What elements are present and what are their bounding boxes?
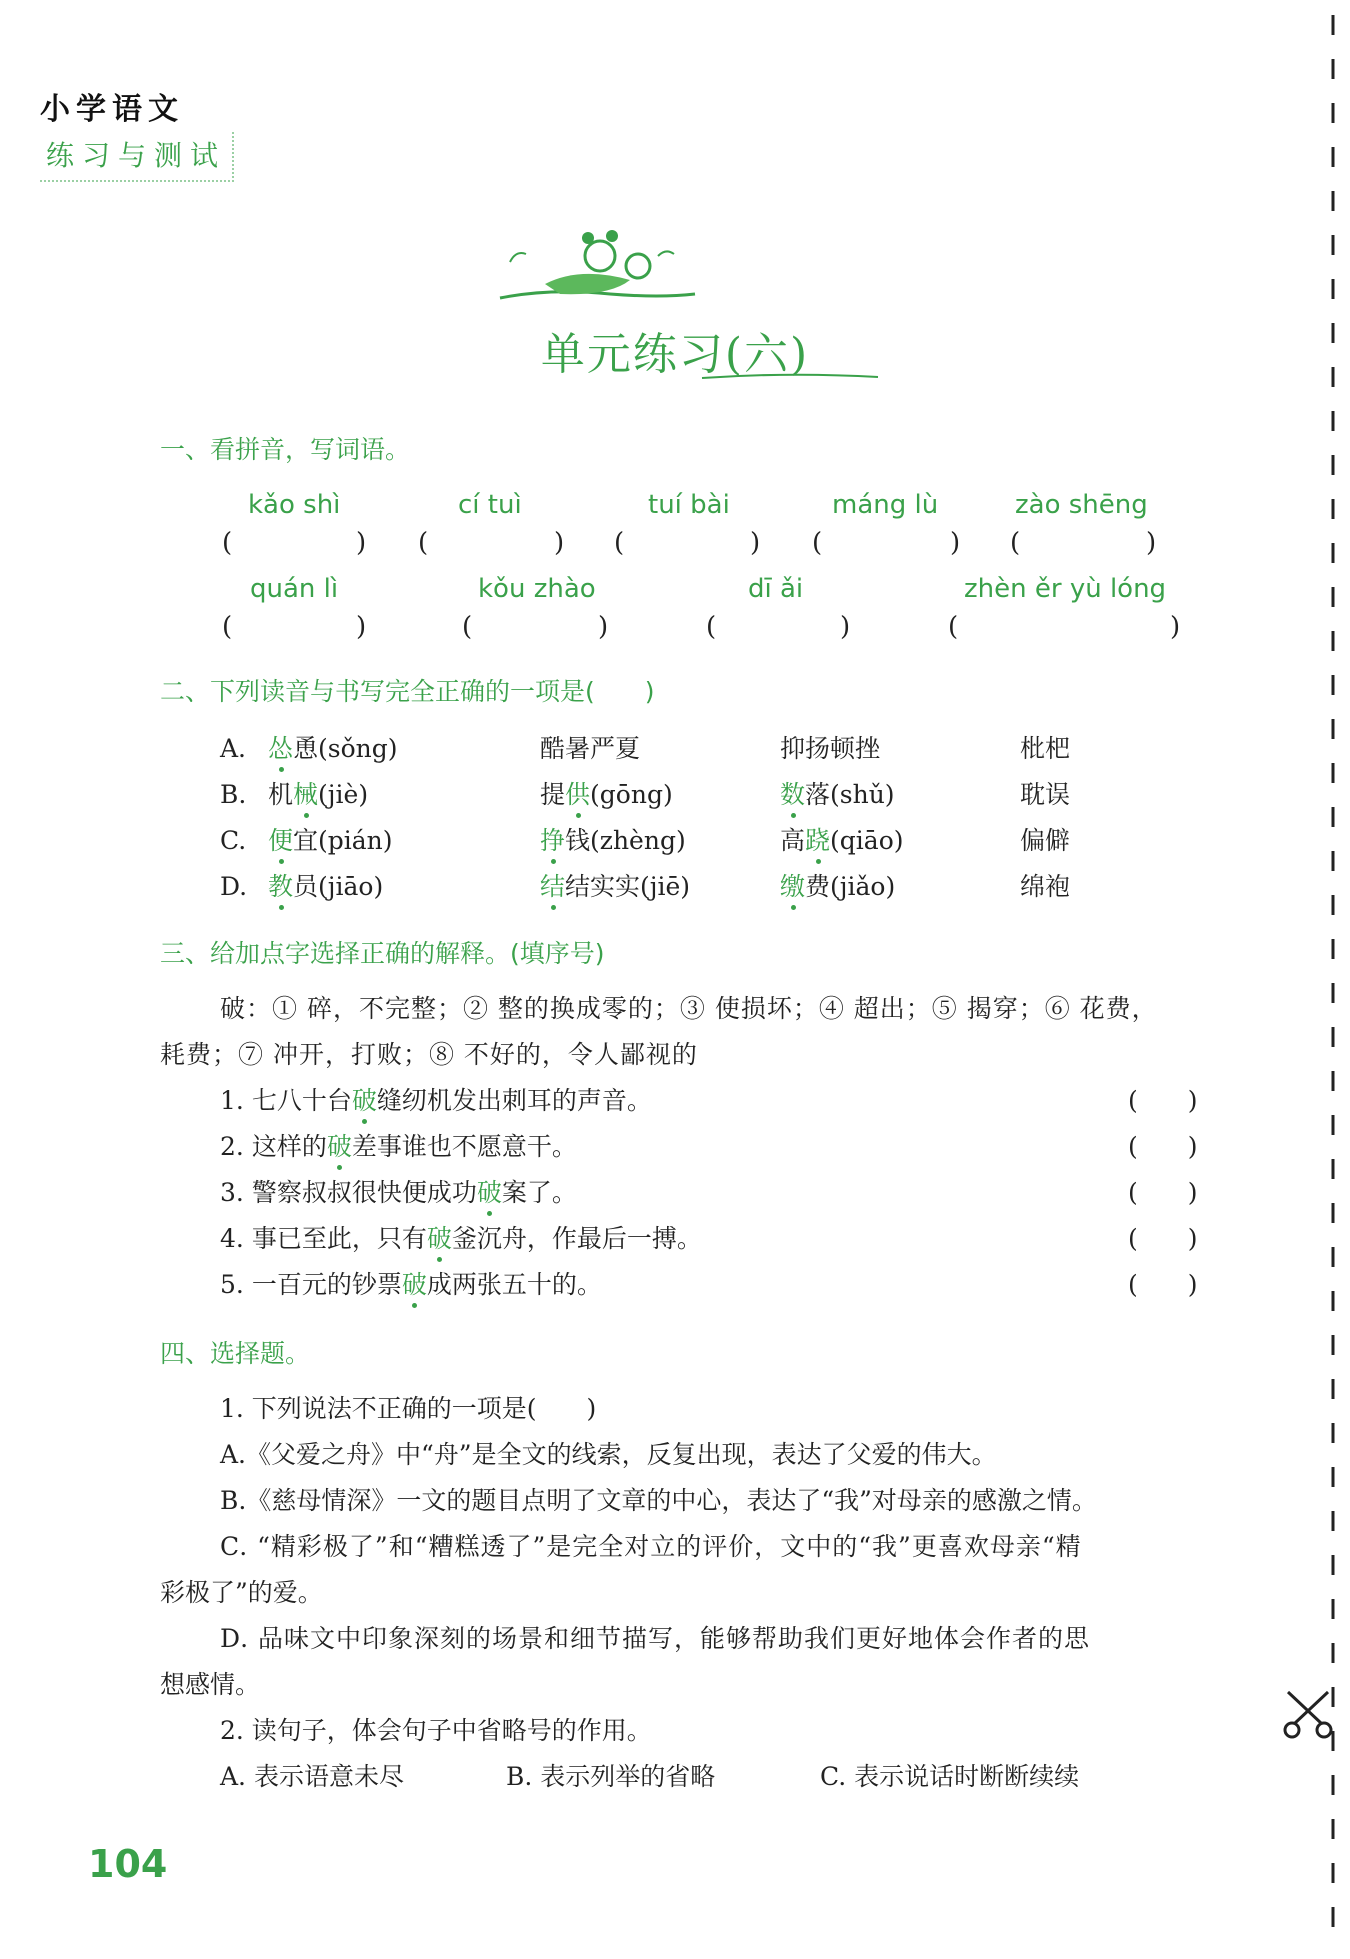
answer-bracket-close: ) bbox=[554, 528, 565, 558]
pinyin: máng lù bbox=[832, 490, 939, 520]
question-option: A. 表示语意未尽 bbox=[220, 1762, 404, 1791]
question-option: C. 表示说话时断断续续 bbox=[820, 1762, 1080, 1791]
answer-bracket-open: ( bbox=[462, 612, 473, 642]
option-word: 绵袍 bbox=[1020, 872, 1071, 901]
option-word: 机械(jiè) bbox=[268, 780, 369, 809]
answer-bracket-close: ) bbox=[750, 528, 761, 558]
option-word: 便宜(pián) bbox=[268, 826, 393, 855]
option-word: 数落(shǔ) bbox=[780, 780, 895, 809]
answer-bracket-close: ) bbox=[950, 528, 961, 558]
pinyin: kǒu zhào bbox=[478, 574, 596, 604]
question-item: 1. 七八十台破缝纫机发出刺耳的声音。 bbox=[220, 1086, 652, 1115]
cut-line bbox=[1330, 0, 1336, 1959]
section1-heading: 一、看拼音，写词语。 bbox=[160, 435, 411, 464]
option-word: 耽误 bbox=[1020, 780, 1071, 809]
series-subtitle: 练习与测试 bbox=[40, 132, 234, 182]
answer-bracket-close: ) bbox=[1170, 612, 1181, 642]
answer-bracket-open: ( bbox=[1010, 528, 1021, 558]
question-option: B.《慈母情深》一文的题目点明了文章的中心，表达了“我”对母亲的感激之情。 bbox=[220, 1486, 1097, 1515]
question-option: 想感情。 bbox=[160, 1670, 261, 1699]
answer-blank: ( ) bbox=[1128, 1178, 1198, 1207]
series-header bbox=[40, 84, 234, 182]
answer-bracket-open: ( bbox=[948, 612, 959, 642]
pinyin: zhèn ěr yù lóng bbox=[964, 574, 1167, 604]
answer-bracket-open: ( bbox=[222, 528, 233, 558]
answer-bracket-open: ( bbox=[812, 528, 823, 558]
answer-blank: ( ) bbox=[1128, 1224, 1198, 1253]
option-label: B. bbox=[220, 780, 247, 809]
option-word: 抑扬顿挫 bbox=[780, 734, 881, 763]
question-item: 2. 这样的破差事谁也不愿意干。 bbox=[220, 1132, 577, 1161]
answer-bracket-open: ( bbox=[614, 528, 625, 558]
pinyin: zào shēng bbox=[1015, 490, 1148, 520]
answer-bracket-close: ) bbox=[840, 612, 851, 642]
question-item: 5. 一百元的钞票破成两张五十的。 bbox=[220, 1270, 602, 1299]
section3-heading: 三、给加点字选择正确的解释。(填序号) bbox=[160, 939, 605, 968]
answer-blank: ( ) bbox=[1128, 1086, 1198, 1115]
option-word: 怂恿(sǒng) bbox=[268, 734, 398, 763]
pinyin: cí tuì bbox=[458, 490, 522, 520]
unit-title: 单元练习(六) bbox=[540, 329, 810, 380]
option-word: 结结实实(jiē) bbox=[540, 872, 691, 901]
pinyin: quán lì bbox=[250, 574, 339, 604]
answer-bracket-open: ( bbox=[706, 612, 717, 642]
answer-blank: ( ) bbox=[1128, 1132, 1198, 1161]
answer-bracket-close: ) bbox=[356, 528, 367, 558]
option-word: 教员(jiāo) bbox=[268, 872, 384, 901]
option-word: 提供(gōng) bbox=[540, 780, 673, 809]
answer-bracket-close: ) bbox=[598, 612, 609, 642]
question-text: 2. 读句子，体会句子中省略号的作用。 bbox=[220, 1716, 652, 1745]
option-word: 酷暑严夏 bbox=[540, 734, 641, 763]
option-word: 缴费(jiǎo) bbox=[780, 872, 896, 901]
answer-bracket-open: ( bbox=[418, 528, 429, 558]
title-underline bbox=[700, 372, 880, 382]
option-word: 枇杷 bbox=[1020, 734, 1071, 763]
option-word: 挣钱(zhèng) bbox=[540, 826, 686, 855]
question-option: B. 表示列举的省略 bbox=[506, 1762, 716, 1791]
page-number: 104 bbox=[88, 1842, 168, 1886]
answer-blank: ( ) bbox=[1128, 1270, 1198, 1299]
question-option: C. “精彩极了”和“糟糕透了”是完全对立的评价，文中的“我”更喜欢母亲“精 bbox=[220, 1532, 1082, 1561]
question-option: A.《父爱之舟》中“舟”是全文的线索，反复出现，表达了父爱的伟大。 bbox=[220, 1440, 997, 1469]
definitions-line: 耗费；⑦ 冲开，打败；⑧ 不好的，令人鄙视的 bbox=[160, 1040, 698, 1069]
pinyin: tuí bài bbox=[648, 490, 730, 520]
option-label: D. bbox=[220, 872, 248, 901]
definitions-line: 破：① 碎，不完整；② 整的换成零的；③ 使损坏；④ 超出；⑤ 揭穿；⑥ 花费， bbox=[220, 994, 1158, 1023]
section2-heading: 二、下列读音与书写完全正确的一项是( ) bbox=[160, 677, 655, 706]
question-option: D. 品味文中印象深刻的场景和细节描写，能够帮助我们更好地体会作者的思 bbox=[220, 1624, 1091, 1653]
pinyin: dī ǎi bbox=[748, 574, 804, 604]
section4-heading: 四、选择题。 bbox=[160, 1339, 311, 1368]
scissors-icon bbox=[1282, 1688, 1334, 1740]
option-label: A. bbox=[220, 734, 247, 763]
question-option: 彩极了”的爱。 bbox=[160, 1578, 323, 1607]
answer-bracket-close: ) bbox=[356, 612, 367, 642]
option-word: 高跷(qiāo) bbox=[780, 826, 904, 855]
question-text: 1. 下列说法不正确的一项是( ) bbox=[220, 1394, 597, 1423]
question-item: 4. 事已至此，只有破釜沉舟，作最后一搏。 bbox=[220, 1224, 702, 1253]
pinyin: kǎo shì bbox=[248, 490, 341, 520]
answer-bracket-close: ) bbox=[1146, 528, 1157, 558]
question-item: 3. 警察叔叔很快便成功破案了。 bbox=[220, 1178, 577, 1207]
answer-bracket-open: ( bbox=[222, 612, 233, 642]
series-title: 小学语文 bbox=[40, 92, 184, 127]
kids-reading-illustration bbox=[490, 222, 710, 314]
option-word: 偏僻 bbox=[1020, 826, 1071, 855]
option-label: C. bbox=[220, 826, 247, 855]
